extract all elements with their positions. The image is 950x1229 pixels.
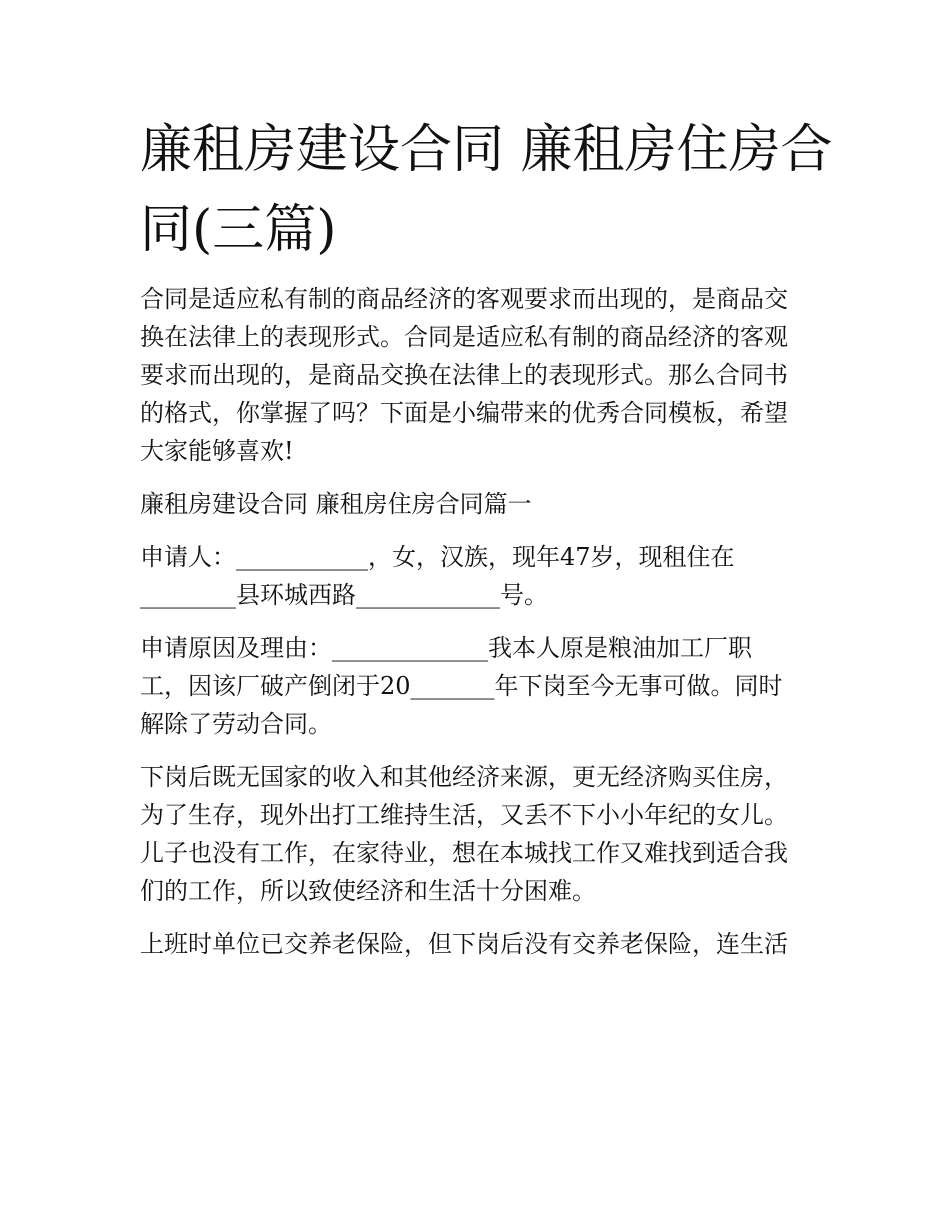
text-line: 下岗后既无国家的收入和其他经济来源，更无经济购买住房，	[140, 763, 788, 791]
text-line: 廉租房建设合同 廉租房住房合同篇一	[140, 490, 532, 518]
text-line: 解除了劳动合同。	[140, 710, 332, 738]
text-line: 要求而出现的，是商品交换在法律上的表现形式。那么合同书	[140, 361, 788, 389]
applicant-paragraph	[140, 538, 812, 614]
intro-paragraph	[140, 280, 812, 470]
text-line: 上班时单位已交养老保险，但下岗后没有交养老保险，连生活	[140, 930, 788, 958]
text-line: 合同是适应私有制的商品经济的客观要求而出现的，是商品交	[140, 285, 788, 313]
document-body	[140, 280, 812, 978]
section-heading	[140, 485, 812, 523]
text-line: 儿子也没有工作，在家待业，想在本城找工作又难找到适合我	[140, 839, 788, 867]
text-line: 大家能够喜欢!	[140, 437, 294, 465]
text-line: 工，因该厂破产倒闭于20_______年下岗至今无事可做。同时	[140, 672, 783, 700]
insurance-paragraph	[140, 925, 812, 963]
title-line: 廉租房建设合同 廉租房住房合	[140, 120, 833, 180]
text-line: 为了生存，现外出打工维持生活，又丢不下小小年纪的女儿。	[140, 801, 788, 829]
reason-paragraph	[140, 629, 812, 743]
text-line: 们的工作，所以致使经济和生活十分困难。	[140, 877, 596, 905]
text-line: 的格式，你掌握了吗？下面是小编带来的优秀合同模板，希望	[140, 399, 788, 427]
text-line: ________县环城西路____________号。	[140, 581, 548, 609]
text-line: 申请原因及理由：_____________我本人原是粮油加工厂职	[140, 634, 752, 662]
document-page	[140, 0, 833, 1229]
text-line: 换在法律上的表现形式。合同是适应私有制的商品经济的客观	[140, 323, 788, 351]
document-title	[140, 110, 833, 270]
text-line: 申请人：___________，女，汉族，现年47岁，现租住在	[140, 543, 735, 571]
hardship-paragraph	[140, 758, 812, 910]
title-line: 同(三篇)	[140, 200, 337, 260]
